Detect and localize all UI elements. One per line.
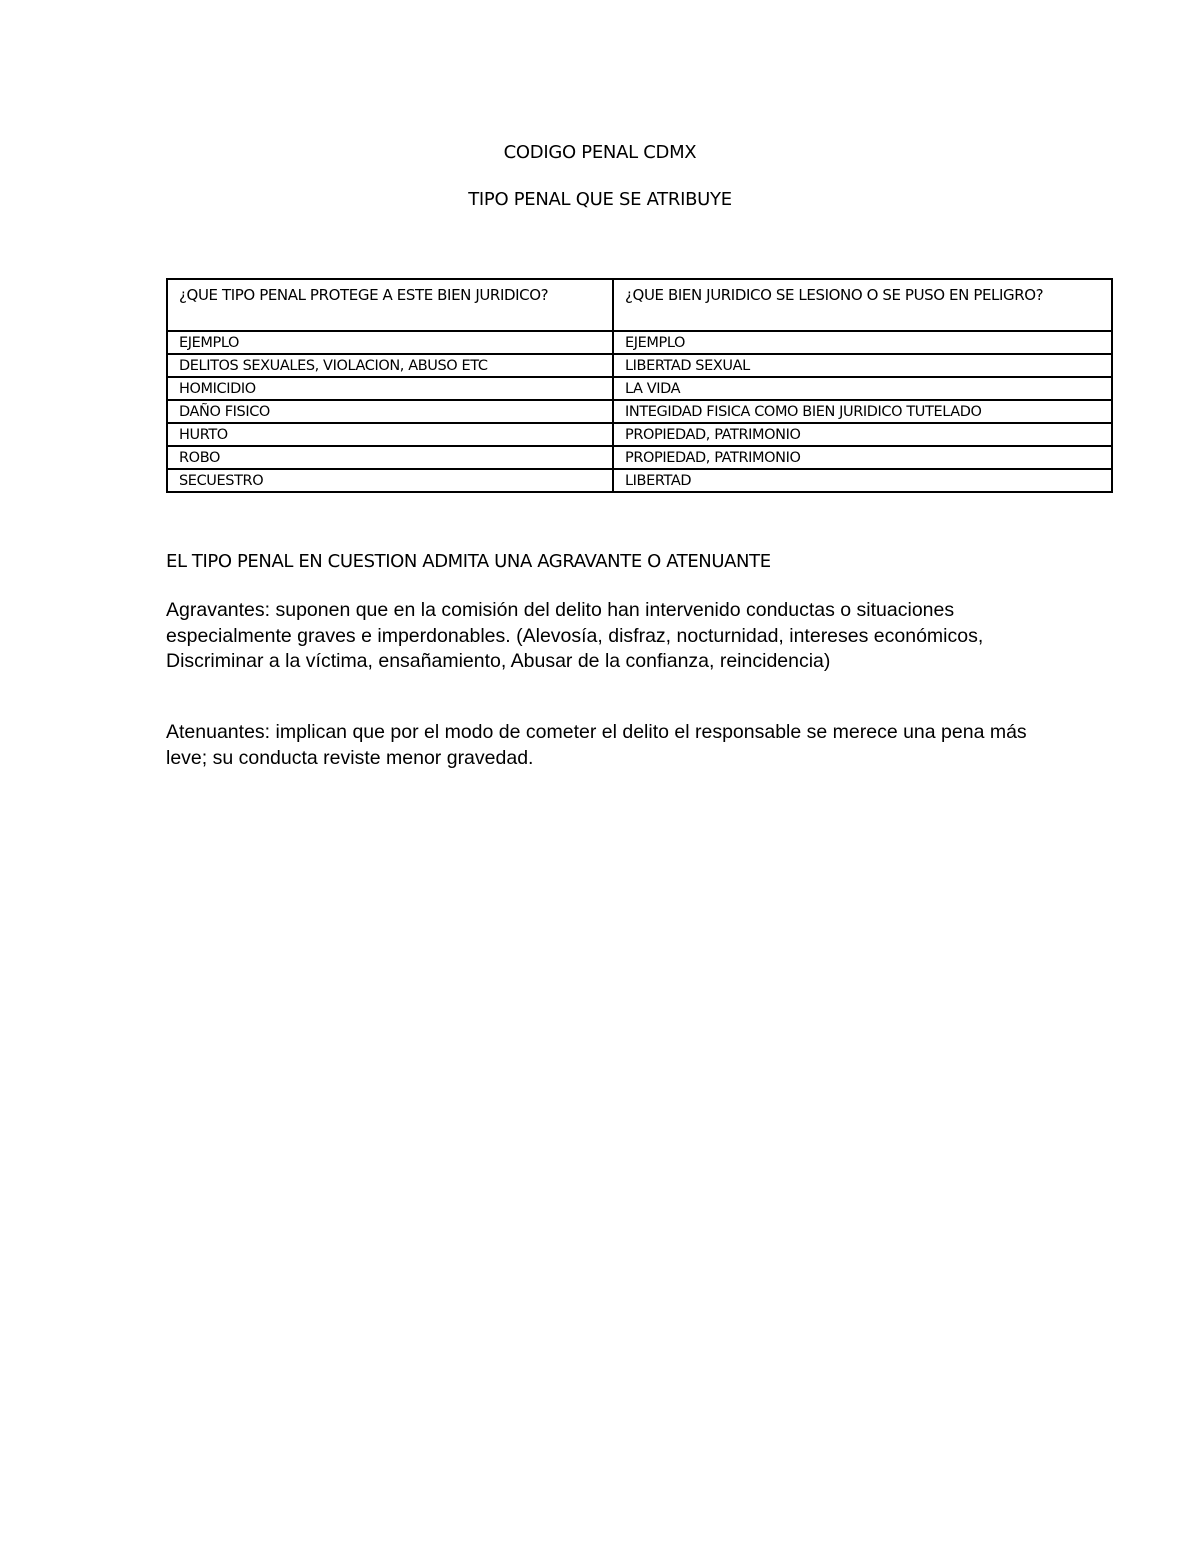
table-cell: LIBERTAD SEXUAL <box>613 354 1112 377</box>
table-row <box>167 400 1112 423</box>
table-cell: DELITOS SEXUALES, VIOLACION, ABUSO ETC <box>167 354 613 377</box>
document-title: CODIGO PENAL CDMX <box>503 142 697 163</box>
paragraph-atenuantes: Atenuantes: implican que por el modo de cometer el delito el responsable se merece una pena más leve; su conducta reviste menor gravedad. <box>166 721 1027 769</box>
table-cell: LA VIDA <box>613 377 1112 400</box>
table-cell: DAÑO FISICO <box>167 400 613 423</box>
section-heading: EL TIPO PENAL EN CUESTION ADMITA UNA AGRAVANTE O ATENUANTE <box>166 551 771 572</box>
table-cell: SECUESTRO <box>167 469 613 492</box>
table-header-cell: ¿QUE BIEN JURIDICO SE LESIONO O SE PUSO EN PELIGRO? <box>613 279 1112 331</box>
table-row <box>167 354 1112 377</box>
table-row <box>167 377 1112 400</box>
penal-table <box>166 278 1113 493</box>
table-cell: HOMICIDIO <box>167 377 613 400</box>
table-cell: EJEMPLO <box>613 331 1112 354</box>
table-cell: LIBERTAD <box>613 469 1112 492</box>
table-cell: HURTO <box>167 423 613 446</box>
table-header-row <box>167 279 1112 331</box>
table-cell: PROPIEDAD, PATRIMONIO <box>613 446 1112 469</box>
table-cell: EJEMPLO <box>167 331 613 354</box>
table-row <box>167 423 1112 446</box>
table-cell: ROBO <box>167 446 613 469</box>
table-row <box>167 469 1112 492</box>
table-row <box>167 331 1112 354</box>
table-cell: PROPIEDAD, PATRIMONIO <box>613 423 1112 446</box>
table-header-cell: ¿QUE TIPO PENAL PROTEGE A ESTE BIEN JURIDICO? <box>167 279 613 331</box>
document-subtitle: TIPO PENAL QUE SE ATRIBUYE <box>468 189 732 210</box>
table-row <box>167 446 1112 469</box>
paragraph-agravantes: Agravantes: suponen que en la comisión del delito han intervenido conductas o situaciones especialmente graves e imperdonables. (Alevosía, disfraz, nocturnidad, intereses económicos, Discriminar a la víctima, ensañamiento, Abusar de la confianza, reincidencia) <box>166 599 984 672</box>
table-cell: INTEGIDAD FISICA COMO BIEN JURIDICO TUTELADO <box>613 400 1112 423</box>
